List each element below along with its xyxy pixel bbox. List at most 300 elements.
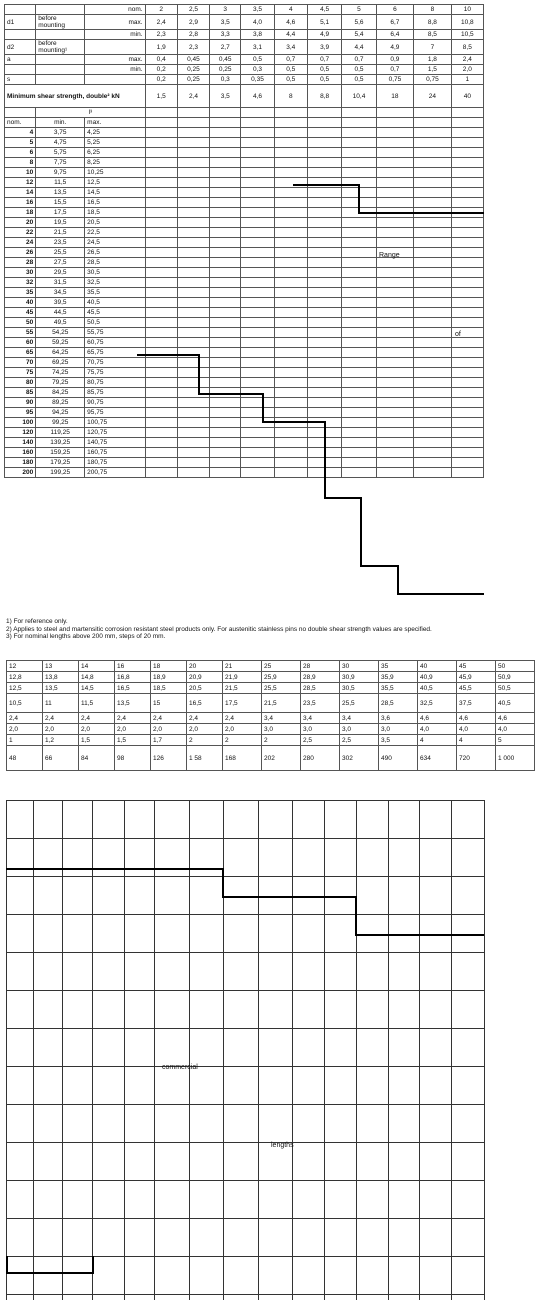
dimension-value: 4,0: [241, 15, 274, 30]
dimension-value: 4,4: [342, 40, 376, 55]
dimension-row: [5, 15, 484, 30]
grid-cell: [414, 418, 451, 428]
grid-cell: [210, 418, 241, 428]
grid-cell: [145, 178, 177, 188]
grid-cell: [177, 138, 209, 148]
grid-cell: [307, 398, 341, 408]
grid-cell: [210, 348, 241, 358]
grid-cell: [414, 158, 451, 168]
grid-cell: [210, 248, 241, 258]
grid-cell: [451, 408, 483, 418]
grid-cell: [145, 288, 177, 298]
dimension-value: 2,0: [223, 724, 262, 735]
length-row: [5, 318, 484, 328]
grid-line: [292, 800, 293, 1300]
grid-cell: [342, 338, 376, 348]
length-max: 40,5: [85, 298, 145, 308]
dimension-value: 13,5: [43, 683, 79, 694]
dimension-value: 30,5: [340, 683, 379, 694]
length-nom: 90: [5, 398, 36, 408]
dimension-value: 302: [340, 746, 379, 771]
length-row: [5, 298, 484, 308]
range-boundary: [358, 184, 360, 214]
grid-cell: [414, 448, 451, 458]
dimension-value: 4,0: [457, 724, 496, 735]
dimension-value: 21,5: [262, 694, 301, 713]
length-nom: 16: [5, 198, 36, 208]
shear-label: Minimum shear strength, double² kN: [5, 85, 146, 108]
grid-cell: [177, 188, 209, 198]
cell-empty: [5, 108, 36, 118]
grid-cell: [342, 388, 376, 398]
dimension-value: 45,5: [457, 683, 496, 694]
max-col-header: max.: [85, 118, 145, 128]
grid-cell: [342, 348, 376, 358]
grid-cell: [376, 428, 413, 438]
dimension-value: 12,8: [7, 672, 43, 683]
length-max: 70,75: [85, 358, 145, 368]
footnote-2: 2) Applies to steel and martensitic corrosion resistant steel products only. For austenitic stainless pins no double shear strength values are specified.: [6, 625, 432, 633]
grid-cell: [376, 178, 413, 188]
grid-cell: [145, 128, 177, 138]
grid-cell: [177, 338, 209, 348]
grid-cell: [376, 158, 413, 168]
dimension-value: 10,5: [7, 694, 43, 713]
grid-cell: [274, 248, 307, 258]
range-boundary: [293, 184, 360, 186]
dimension-value: 0,35: [241, 75, 274, 85]
grid-cell: [210, 108, 241, 118]
length-min: 9,75: [36, 168, 85, 178]
length-nom: 70: [5, 358, 36, 368]
length-nom: 28: [5, 258, 36, 268]
grid-cell: [274, 128, 307, 138]
length-row: [5, 468, 484, 478]
grid-line: [324, 800, 325, 1300]
row-sub: max.: [85, 55, 145, 65]
grid-cell: [241, 408, 274, 418]
length-max: 55,75: [85, 328, 145, 338]
grid-cell: [210, 398, 241, 408]
length-nom: 85: [5, 388, 36, 398]
dimension-value: 490: [379, 746, 418, 771]
dimension-value: 3,4: [262, 713, 301, 724]
length-max: 90,75: [85, 398, 145, 408]
grid-cell: [241, 238, 274, 248]
grid-cell: [274, 298, 307, 308]
grid-cell: [451, 148, 483, 158]
grid-cell: [145, 108, 177, 118]
length-nom: 95: [5, 408, 36, 418]
grid-cell: [177, 328, 209, 338]
dimension-value: 2,4: [115, 713, 151, 724]
diameter-header: 50: [496, 661, 535, 672]
grid-cell: [177, 198, 209, 208]
shear-value: 24: [414, 85, 451, 108]
grid-cell: [145, 458, 177, 468]
grid-cell: [177, 158, 209, 168]
length-max: 6,25: [85, 148, 145, 158]
diameter-header: 45: [457, 661, 496, 672]
dimension-value: 3,0: [301, 724, 340, 735]
grid-cell: [307, 368, 341, 378]
row-label: [36, 65, 85, 75]
grid-cell: [274, 218, 307, 228]
grid-cell: [451, 358, 483, 368]
grid-cell: [307, 328, 341, 338]
length-min: 89,25: [36, 398, 85, 408]
range-label: Range: [379, 252, 400, 259]
grid-cell: [307, 258, 341, 268]
grid-cell: [342, 308, 376, 318]
range-boundary: [6, 1272, 92, 1274]
grid-cell: [414, 428, 451, 438]
dimension-value: 4,4: [274, 30, 307, 40]
range-boundary: [324, 421, 326, 499]
length-min: 99,25: [36, 418, 85, 428]
dimension-value: 2,7: [210, 40, 241, 55]
grid-cell: [210, 328, 241, 338]
grid-cell: [307, 158, 341, 168]
length-row: [5, 218, 484, 228]
grid-cell: [307, 278, 341, 288]
nom-label: nom.: [85, 5, 145, 15]
grid-cell: [342, 268, 376, 278]
grid-cell: [414, 188, 451, 198]
grid-cell: [376, 138, 413, 148]
dimension-value: 0,3: [241, 65, 274, 75]
grid-cell: [307, 188, 341, 198]
grid-cell: [307, 198, 341, 208]
grid-cell: [414, 318, 451, 328]
grid-cell: [274, 328, 307, 338]
grid-cell: [274, 258, 307, 268]
grid-cell: [145, 328, 177, 338]
row-label: [36, 75, 85, 85]
dimension-value: 84: [79, 746, 115, 771]
range-boundary: [360, 565, 397, 567]
grid-cell: [177, 408, 209, 418]
length-row: [5, 428, 484, 438]
length-nom: 14: [5, 188, 36, 198]
grid-cell: [241, 348, 274, 358]
grid-line: [92, 800, 93, 1300]
range-boundary: [6, 868, 223, 870]
dimension-value: 2,4: [7, 713, 43, 724]
length-max: 45,5: [85, 308, 145, 318]
grid-cell: [241, 328, 274, 338]
grid-cell: [414, 438, 451, 448]
length-row: [5, 248, 484, 258]
dimension-value: 50,9: [496, 672, 535, 683]
diameter-header: 35: [379, 661, 418, 672]
length-min: 3,75: [36, 128, 85, 138]
length-row: [5, 268, 484, 278]
length-min: 49,5: [36, 318, 85, 328]
grid-cell: [210, 208, 241, 218]
row-symbol: s: [5, 75, 36, 85]
grid-cell: [342, 328, 376, 338]
dimension-value: 16,5: [187, 694, 223, 713]
grid-cell: [274, 358, 307, 368]
grid-cell: [307, 118, 341, 128]
length-nom: 65: [5, 348, 36, 358]
dimension-value: 2,4: [151, 713, 187, 724]
diameter-header: 4: [274, 5, 307, 15]
grid-line: [6, 1294, 484, 1295]
length-min: 59,25: [36, 338, 85, 348]
length-row: [5, 198, 484, 208]
dimension-value: 21,9: [223, 672, 262, 683]
grid-cell: [342, 118, 376, 128]
grid-cell: [145, 168, 177, 178]
length-min: 79,25: [36, 378, 85, 388]
length-max: 160,75: [85, 448, 145, 458]
range-boundary: [397, 593, 433, 595]
grid-cell: [414, 338, 451, 348]
grid-cell: [241, 438, 274, 448]
grid-cell: [414, 118, 451, 128]
row-symbol: d2: [5, 40, 36, 55]
commercial-label: commercial: [162, 1064, 198, 1071]
dimension-value: 18,5: [151, 683, 187, 694]
grid-cell: [274, 448, 307, 458]
bottom-value-row: [7, 683, 535, 694]
dimension-value: 10,5: [451, 30, 483, 40]
grid-cell: [342, 238, 376, 248]
lengths-label: lengths: [271, 1142, 294, 1149]
length-min: 39,5: [36, 298, 85, 308]
dimension-value: 0,25: [210, 65, 241, 75]
dimension-value: 5: [496, 735, 535, 746]
grid-cell: [307, 358, 341, 368]
grid-cell: [145, 278, 177, 288]
dimension-value: 2,9: [177, 15, 209, 30]
grid-cell: [177, 268, 209, 278]
grid-cell: [451, 338, 483, 348]
shear-value: 18: [376, 85, 413, 108]
length-min: 139,25: [36, 438, 85, 448]
grid-cell: [177, 178, 209, 188]
footnotes: [6, 618, 482, 641]
grid-cell: [451, 418, 483, 428]
dimension-value: 3,5: [210, 15, 241, 30]
grid-cell: [307, 388, 341, 398]
dimension-value: 1,9: [145, 40, 177, 55]
dimension-value: 2,3: [145, 30, 177, 40]
length-max: 80,75: [85, 378, 145, 388]
row-symbol: d1: [5, 15, 36, 30]
length-row: [5, 228, 484, 238]
grid-cell: [307, 128, 341, 138]
grid-line: [62, 800, 63, 1300]
grid-cell: [241, 288, 274, 298]
length-min: 44,5: [36, 308, 85, 318]
grid-cell: [307, 408, 341, 418]
diameter-header: 12: [7, 661, 43, 672]
grid-cell: [274, 318, 307, 328]
grid-cell: [376, 318, 413, 328]
grid-cell: [145, 308, 177, 318]
grid-cell: [177, 118, 209, 128]
grid-cell: [376, 408, 413, 418]
dimension-value: 35,9: [379, 672, 418, 683]
dimension-value: 3,6: [379, 713, 418, 724]
grid-cell: [451, 368, 483, 378]
dimension-value: 8,8: [414, 15, 451, 30]
length-min: 94,25: [36, 408, 85, 418]
grid-cell: [177, 378, 209, 388]
grid-cell: [145, 198, 177, 208]
diameter-header: 30: [340, 661, 379, 672]
grid-cell: [210, 438, 241, 448]
grid-cell: [376, 188, 413, 198]
grid-cell: [145, 258, 177, 268]
row-label: [36, 55, 85, 65]
length-row: [5, 348, 484, 358]
grid-cell: [241, 168, 274, 178]
dimension-value: 20,5: [187, 683, 223, 694]
length-row: [5, 328, 484, 338]
grid-cell: [414, 288, 451, 298]
dimension-value: 2,0: [151, 724, 187, 735]
dimension-value: 0,5: [342, 65, 376, 75]
length-nom: 26: [5, 248, 36, 258]
length-min: 19,5: [36, 218, 85, 228]
dimension-value: 0,45: [177, 55, 209, 65]
length-max: 8,25: [85, 158, 145, 168]
dimension-value: 4,6: [418, 713, 457, 724]
length-row: [5, 458, 484, 468]
grid-cell: [177, 448, 209, 458]
grid-line: [6, 1142, 484, 1143]
dimension-value: 1 58: [187, 746, 223, 771]
dimension-value: 280: [301, 746, 340, 771]
grid-cell: [451, 248, 483, 258]
length-nom: 32: [5, 278, 36, 288]
cell-empty: [5, 5, 36, 15]
grid-cell: [274, 208, 307, 218]
grid-cell: [145, 448, 177, 458]
grid-cell: [210, 428, 241, 438]
grid-cell: [451, 428, 483, 438]
grid-cell: [210, 128, 241, 138]
row-sub: min.: [85, 65, 145, 75]
diameter-header: 20: [187, 661, 223, 672]
grid-cell: [274, 148, 307, 158]
grid-cell: [376, 338, 413, 348]
length-max: 140,75: [85, 438, 145, 448]
grid-cell: [376, 448, 413, 458]
grid-cell: [451, 138, 483, 148]
length-max: 10,25: [85, 168, 145, 178]
grid-cell: [145, 438, 177, 448]
dimension-value: 0,7: [307, 55, 341, 65]
diameter-header: 18: [151, 661, 187, 672]
grid-cell: [414, 358, 451, 368]
length-row: [5, 178, 484, 188]
bottom-value-row: [7, 713, 535, 724]
grid-cell: [241, 118, 274, 128]
grid-cell: [274, 138, 307, 148]
length-min: 31,5: [36, 278, 85, 288]
grid-cell: [210, 368, 241, 378]
grid-cell: [274, 108, 307, 118]
dimension-row: [5, 55, 484, 65]
grid-cell: [451, 188, 483, 198]
length-nom: 80: [5, 378, 36, 388]
length-row: [5, 398, 484, 408]
length-min: 179,25: [36, 458, 85, 468]
dimension-value: 4,9: [376, 40, 413, 55]
length-row: [5, 278, 484, 288]
grid-cell: [241, 158, 274, 168]
grid-cell: [274, 198, 307, 208]
grid-cell: [145, 188, 177, 198]
grid-cell: [451, 238, 483, 248]
grid-cell: [342, 148, 376, 158]
dimension-value: 0,5: [342, 75, 376, 85]
grid-cell: [145, 148, 177, 158]
length-row: [5, 448, 484, 458]
grid-cell: [307, 338, 341, 348]
shear-row: [5, 85, 484, 108]
length-nom: 100: [5, 418, 36, 428]
length-max: 18,5: [85, 208, 145, 218]
dimension-value: 30,9: [340, 672, 379, 683]
dimension-value: 720: [457, 746, 496, 771]
row-sub: max.: [85, 15, 145, 30]
grid-cell: [145, 298, 177, 308]
grid-cell: [376, 268, 413, 278]
grid-cell: [145, 158, 177, 168]
length-row: [5, 258, 484, 268]
length-nom: 5: [5, 138, 36, 148]
length-max: 50,5: [85, 318, 145, 328]
grid-cell: [210, 308, 241, 318]
length-max: 200,75: [85, 468, 145, 478]
length-row: [5, 438, 484, 448]
grid-cell: [210, 468, 241, 478]
dimension-value: 0,7: [274, 55, 307, 65]
length-nom: 20: [5, 218, 36, 228]
dimension-value: 16,8: [115, 672, 151, 683]
grid-line: [154, 800, 155, 1300]
dimension-value: 2,4: [145, 15, 177, 30]
grid-cell: [177, 228, 209, 238]
length-max: 14,5: [85, 188, 145, 198]
length-min: 5,75: [36, 148, 85, 158]
grid-cell: [307, 148, 341, 158]
grid-cell: [274, 408, 307, 418]
grid-cell: [274, 288, 307, 298]
grid-cell: [414, 408, 451, 418]
grid-cell: [241, 148, 274, 158]
shear-value: 1,5: [145, 85, 177, 108]
grid-cell: [376, 278, 413, 288]
grid-cell: [210, 258, 241, 268]
dimension-value: 0,5: [241, 55, 274, 65]
grid-cell: [210, 158, 241, 168]
length-nom: 45: [5, 308, 36, 318]
grid-cell: [342, 218, 376, 228]
dimension-value: 3,0: [262, 724, 301, 735]
length-max: 60,75: [85, 338, 145, 348]
grid-cell: [177, 128, 209, 138]
length-max: 28,5: [85, 258, 145, 268]
nom-col-header: nom.: [5, 118, 36, 128]
bottom-value-row: [7, 694, 535, 713]
